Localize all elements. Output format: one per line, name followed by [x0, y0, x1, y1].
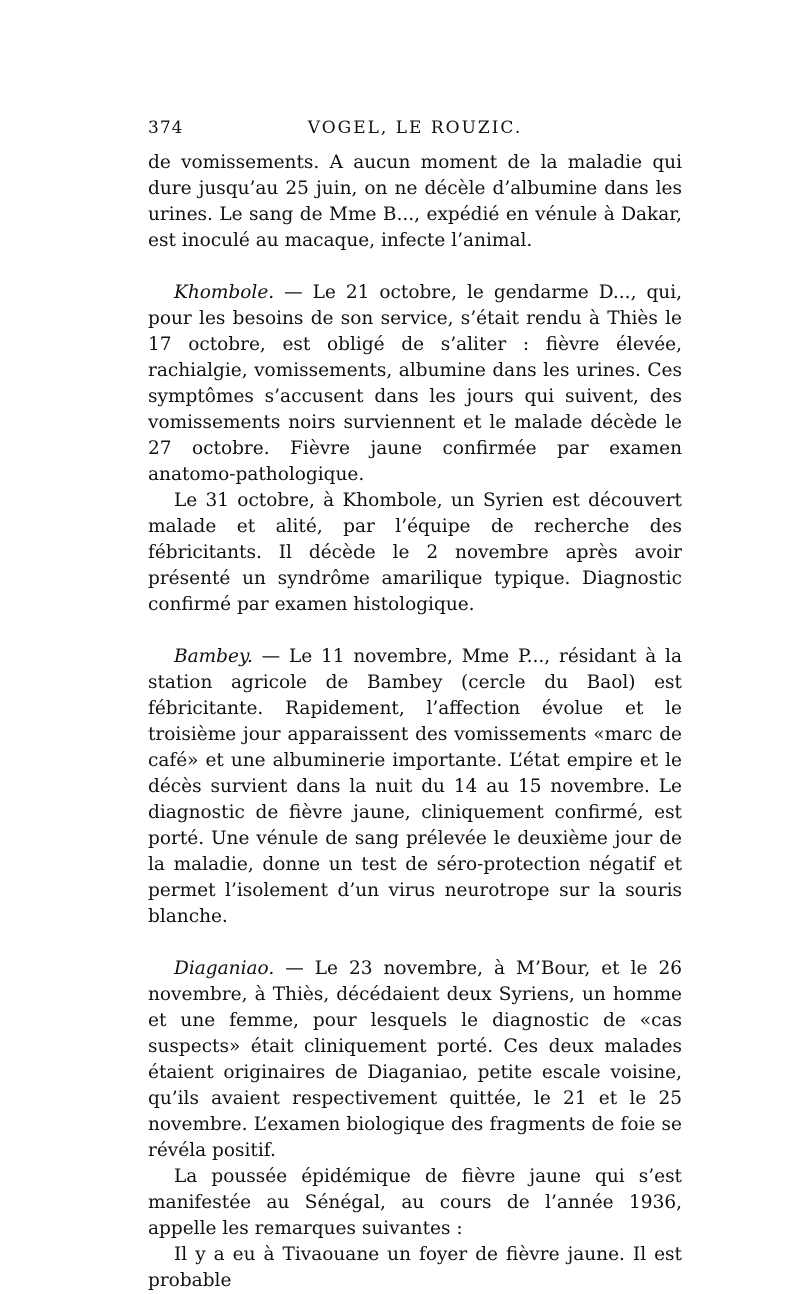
paragraph: [148, 488, 682, 618]
paragraph-text: La poussée épidémique de fièvre jaune qui s’est manifestée au Sénégal, au cours de l’année 1936, appelle les remarques suivantes :: [148, 1166, 682, 1239]
place-heading-diaganiao: Diaganiao.: [174, 958, 275, 979]
paragraph-text: — Le 11 novembre, Mme P..., résidant à la station agricole de Bambey (cercle du Baol) est fébricitante. Rapidement, l’affection évolue et le troisième jour apparaissent des vomissements «marc de café» et une albuminerie importante. L’état empire et le décès survient dans la nuit du 14 au 15 novembre. Le diagnostic de fièvre jaune, cliniquement confirmé, est porté. Une vénule de sang prélevée le deuxième jour de la maladie, donne un test de séro-protection négatif et permet l’isolement d’un virus neurotrope sur la souris blanche.: [148, 646, 682, 927]
page-body: [148, 150, 682, 1294]
paragraph-text: — Le 23 novembre, à M’Bour, et le 26 novembre, à Thiès, décédaient deux Syriens, un homme et une femme, pour lesquels le diagnostic de «cas suspects» était cliniquement porté. Ces deux malades étaient originaires de Diaganiao, petite escale voisine, qu’ils avaient respectivement quittée, le 21 et le 25 novembre. L’examen biologique des fragments de foie se révéla positif.: [148, 958, 682, 1161]
paragraph-text: Il y a eu à Tivaouane un foyer de fièvre jaune. Il est probable: [148, 1244, 682, 1291]
paragraph: [148, 150, 682, 254]
place-heading-bambey: Bambey.: [174, 646, 253, 667]
paragraph: [148, 1164, 682, 1242]
paragraph-text: de vomissements. A aucun moment de la maladie qui dure jusqu’au 25 juin, on ne décèle d’albumine dans les urines. Le sang de Mme B..., expédié en vénule à Dakar, est inoculé au macaque, infecte l’animal.: [148, 152, 682, 251]
paragraph-khombole: [148, 280, 682, 488]
paragraph-text: — Le 21 octobre, le gendarme D..., qui, pour les besoins de son service, s’était rendu à Thiès le 17 octobre, est obligé de s’aliter : fièvre élevée, rachialgie, vomissements, albumine dans les urines. Ces symptômes s’accusent dans les jours qui suivent, des vomissements noirs surviennent et le malade décède le 27 octobre. Fièvre jaune confirmée par examen anatomo-pathologique.: [148, 282, 682, 485]
place-heading-khombole: Khombole.: [174, 282, 275, 303]
paragraph-text: Le 31 octobre, à Khombole, un Syrien est découvert malade et alité, par l’équipe de recherche des fébricitants. Il décède le 2 novembre après avoir présenté un syndrôme amarilique typique. Diagnostic confirmé par examen histologique.: [148, 490, 682, 615]
page-header: [148, 118, 682, 144]
paragraph-bambey: [148, 644, 682, 930]
paragraph: [148, 1242, 682, 1294]
page-number: 374: [148, 118, 184, 138]
paragraph-diaganiao: [148, 956, 682, 1164]
running-head: VOGEL, LE ROUZIC.: [307, 118, 523, 138]
